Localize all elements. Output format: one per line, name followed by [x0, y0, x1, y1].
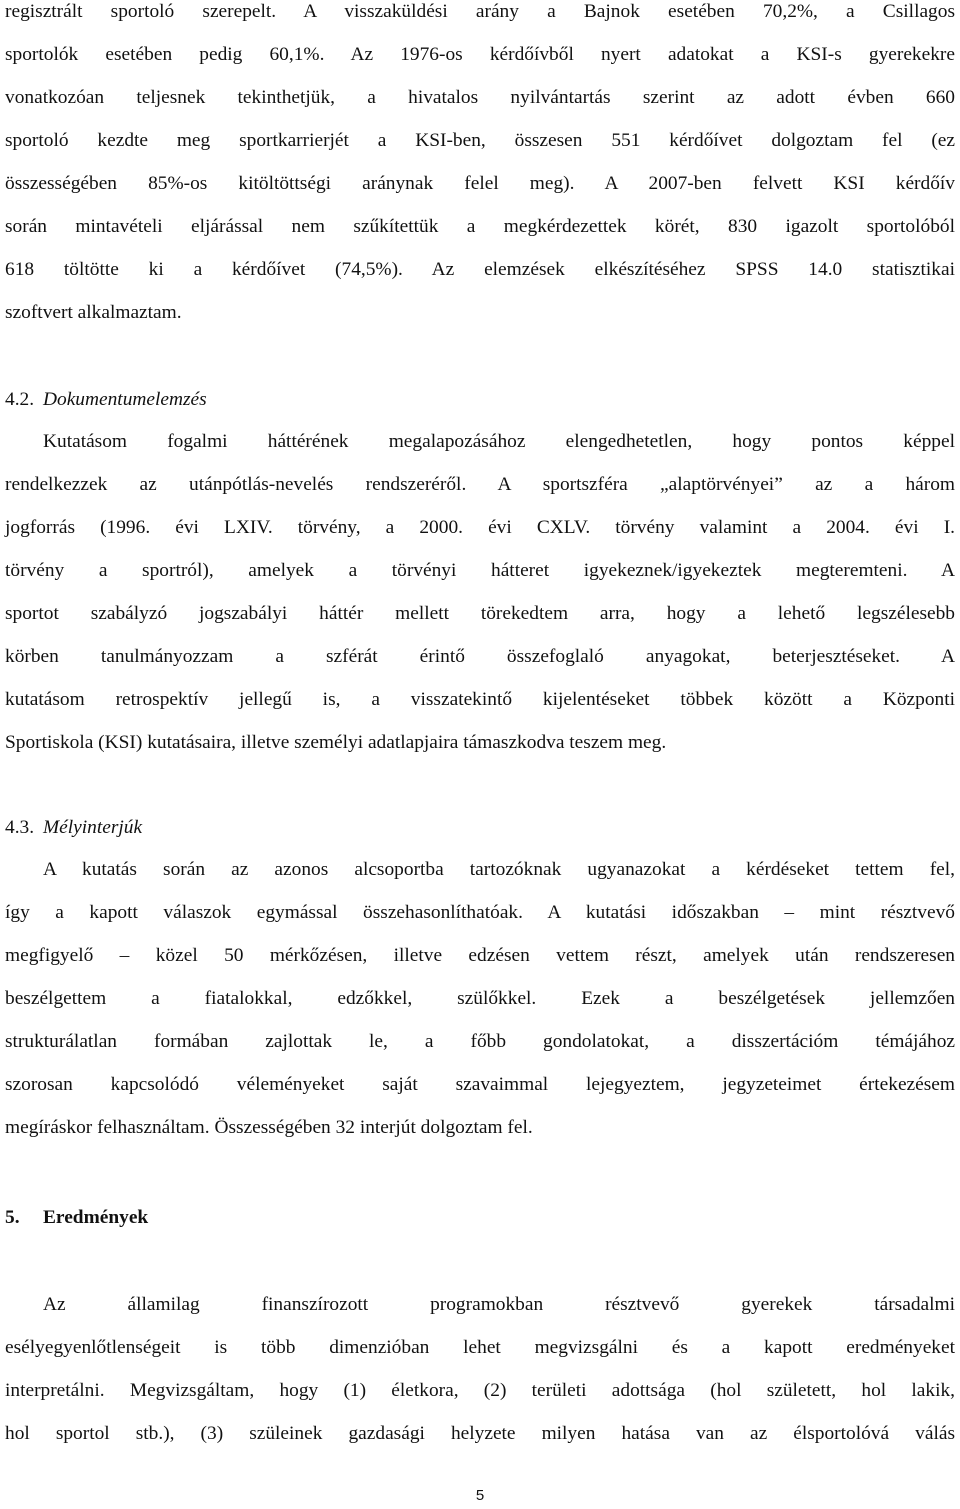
body-line: beszélgettem a fiatalokkal, edzőkkel, szülőkkel. Ezek a beszélgetések jellemzően	[5, 988, 955, 1009]
body-line: hol sportol stb.), (3) szüleinek gazdasági helyzete milyen hatása van az élsportolóvá válás	[5, 1423, 955, 1444]
section-title: Dokumentumelemzés	[43, 389, 207, 410]
body-line: rendelkezzek az utánpótlás-nevelés rendszeréről. A sportszféra „alaptörvényei” az a három	[5, 474, 955, 495]
body-line: 618 töltötte ki a kérdőívet (74,5%). Az elemzések elkészítéséhez SPSS 14.0 statisztikai	[5, 259, 955, 280]
section-number: 4.2.	[5, 389, 35, 410]
body-line: megfigyelő – közel 50 mérkőzésen, illetve edzésen vettem részt, amelyek után rendszeresen	[5, 945, 955, 966]
document-page	[5, 0, 955, 1509]
body-line: esélyegyenlőtlenségeit is több dimenzióban lehet megvizsgálni és a kapott eredményeket	[5, 1337, 955, 1358]
section-title: Eredmények	[43, 1207, 149, 1228]
body-line: Sportiskola (KSI) kutatásaira, illetve személyi adatlapjaira támaszkodva teszem meg.	[5, 732, 667, 753]
section-title: Mélyinterjúk	[43, 817, 143, 838]
body-line: törvény a sportról), amelyek a törvényi hátteret igyekeznek/igyekeztek megteremteni. A	[5, 560, 955, 581]
body-line: során mintavételi eljárással nem szűkítettük a megkérdezettek körét, 830 igazolt sportolóból	[5, 216, 955, 237]
body-line: Az államilag finanszírozott programokban résztvevő gyerekek társadalmi	[43, 1294, 955, 1315]
body-line: szorosan kapcsolódó véleményeket saját szavaimmal lejegyeztem, jegyzeteimet értekezésem	[5, 1074, 955, 1095]
section-heading-4-3	[5, 813, 142, 843]
body-line: kutatásom retrospektív jellegű is, a visszatekintő kijelentéseket többek között a Központi	[5, 689, 955, 710]
body-line: megíráskor felhasználtam. Összességében 32 interjút dolgoztam fel.	[5, 1117, 533, 1138]
section-number: 5.	[5, 1207, 20, 1228]
body-line: így a kapott válaszok egymással összehasonlíthatóak. A kutatási időszakban – mint résztvevő	[5, 902, 955, 923]
body-line: sportolók esetében pedig 60,1%. Az 1976-os kérdőívből nyert adatokat a KSI-s gyerekekre	[5, 44, 955, 65]
body-line: jogforrás (1996. évi LXIV. törvény, a 2000. évi CXLV. törvény valamint a 2004. évi I.	[5, 517, 955, 538]
body-line: regisztrált sportoló szerepelt. A visszaküldési arány a Bajnok esetében 70,2%, a Csillagos	[5, 1, 955, 22]
body-line: interpretálni. Megvizsgáltam, hogy (1) életkora, (2) területi adottsága (hol született, hol lakik,	[5, 1380, 955, 1401]
section-heading-4-2	[5, 385, 207, 415]
section-number: 4.3.	[5, 817, 35, 838]
body-line: sportot szabályzó jogszabályi háttér mellett törekedtem arra, hogy a lehető legszélesebb	[5, 603, 955, 624]
body-line: Kutatásom fogalmi háttérének megalapozásához elengedhetetlen, hogy pontos képpel	[43, 431, 955, 452]
body-line: összességében 85%-os kitöltöttségi aránynak felel meg). A 2007-ben felvett KSI kérdőív	[5, 173, 955, 194]
page-number: 5	[475, 1487, 485, 1504]
body-line: strukturálatlan formában zajlottak le, a főbb gondolatokat, a disszertációm témájához	[5, 1031, 955, 1052]
body-line: körben tanulmányozzam a szférát érintő összefoglaló anyagokat, beterjesztéseket. A	[5, 646, 955, 667]
section-heading-5	[5, 1203, 148, 1233]
body-line: sportoló kezdte meg sportkarrierjét a KSI-ben, összesen 551 kérdőívet dolgoztam fel (ez	[5, 130, 955, 151]
body-line: szoftvert alkalmaztam.	[5, 302, 182, 323]
body-line: A kutatás során az azonos alcsoportba tartozóknak ugyanazokat a kérdéseket tettem fel,	[43, 859, 955, 880]
body-line: vonatkozóan teljesnek tekinthetjük, a hivatalos nyilvántartás szerint az adott évben 660	[5, 87, 955, 108]
